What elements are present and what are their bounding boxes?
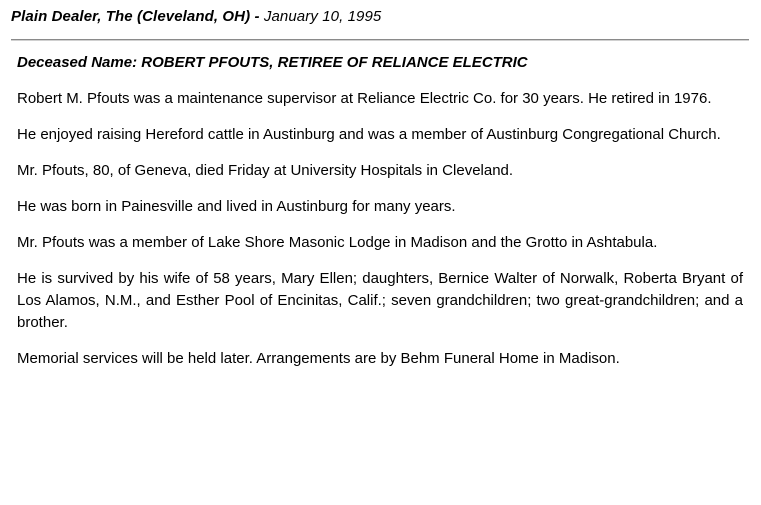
publication-date: January 10, 1995 [263, 8, 382, 25]
article-paragraph: Mr. Pfouts was a member of Lake Shore Masonic Lodge in Madison and the Grotto in Ashtabula. [17, 234, 658, 251]
article-paragraph: He is survived by his wife of 58 years, Mary Ellen; daughters, Bernice Walter of Norwalk, Roberta Bryant of Los Alamos, N.M., and Esther Pool of Encinitas, Calif.; seven grandchildren; two great-grandchildren; and a brother. [17, 270, 743, 331]
source-separator: - [250, 8, 264, 25]
article-headline: Deceased Name: ROBERT PFOUTS, RETIREE OF RELIANCE ELECTRIC [17, 54, 528, 71]
article-paragraph: Robert M. Pfouts was a maintenance supervisor at Reliance Electric Co. for 30 years. He retired in 1976. [17, 90, 712, 107]
source-line [11, 8, 381, 25]
publication-name: Plain Dealer, The (Cleveland, OH) [11, 8, 251, 25]
obituary-article [17, 52, 743, 384]
article-paragraph: Memorial services will be held later. Arrangements are by Behm Funeral Home in Madison. [17, 350, 620, 367]
header-divider [11, 39, 749, 41]
article-paragraph: Mr. Pfouts, 80, of Geneva, died Friday at University Hospitals in Cleveland. [17, 162, 514, 179]
article-paragraph: He was born in Painesville and lived in Austinburg for many years. [17, 198, 456, 215]
article-paragraph: He enjoyed raising Hereford cattle in Austinburg and was a member of Austinburg Congregational Church. [17, 126, 721, 143]
